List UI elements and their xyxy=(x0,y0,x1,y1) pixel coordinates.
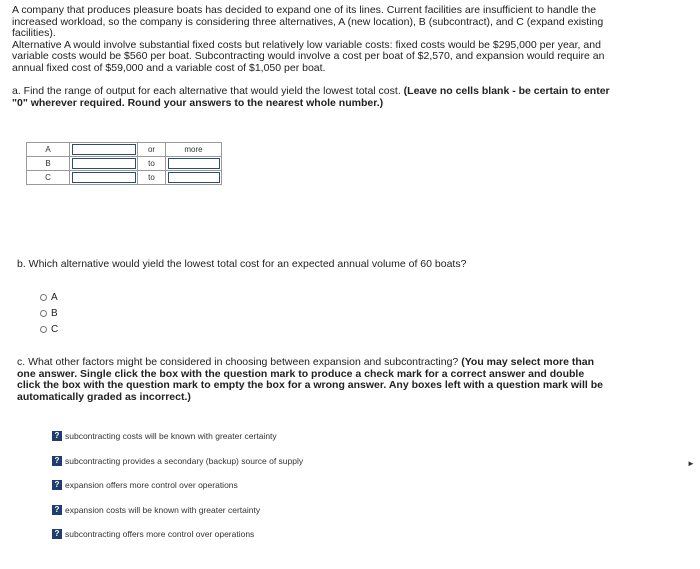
range-input-cell[interactable] xyxy=(70,143,138,157)
range-input-cell[interactable] xyxy=(70,157,138,171)
part-a-prefix: a. Find the range of output for each alternative that would yield the lowest total cost. xyxy=(12,85,401,97)
row-connector: or xyxy=(138,143,166,157)
option-c[interactable] xyxy=(40,322,58,336)
problem-statement xyxy=(12,5,620,75)
question-mark-box[interactable]: ? xyxy=(52,456,62,466)
option-b[interactable] xyxy=(40,306,58,320)
range-start-input[interactable] xyxy=(72,144,136,155)
question-mark-box[interactable]: ? xyxy=(52,529,62,539)
check-item-label: subcontracting offers more control over operations xyxy=(65,529,255,539)
part-c-question xyxy=(17,357,607,403)
part-b-options xyxy=(40,290,58,338)
question-mark-box[interactable]: ? xyxy=(52,431,62,441)
option-a[interactable] xyxy=(40,290,58,304)
range-input-cell[interactable] xyxy=(166,171,222,185)
table-row xyxy=(27,143,222,157)
intro-paragraph-2: Alternative A would involve substantial fixed costs but relatively low variable costs: fixed costs would be $295,000 per year, and variable costs would be $560 per boat. Subcontracting would involve a cost per boat of $2,570, and expansion would require an annual fixed cost of $59,000 and a variable cost of $1,050 per boat. xyxy=(12,38,605,74)
row-connector: to xyxy=(138,171,166,185)
range-input-cell[interactable] xyxy=(70,171,138,185)
check-item-label: expansion offers more control over operations xyxy=(65,480,238,490)
mouse-cursor-icon: ► xyxy=(687,459,695,468)
check-item-label: expansion costs will be known with greater certainty xyxy=(65,504,261,515)
check-item[interactable] xyxy=(52,430,303,442)
part-a-instruction: (Leave no cells blank - be certain to enter "0" wherever required. Round your answers to the nearest whole number.) xyxy=(12,85,610,109)
option-label: C xyxy=(51,323,59,335)
check-item[interactable] xyxy=(52,504,303,516)
row-connector: to xyxy=(138,157,166,171)
question-mark-box[interactable]: ? xyxy=(52,505,62,515)
part-a-question xyxy=(12,86,620,109)
table-row xyxy=(27,171,222,185)
part-c-instruction: (You may select more than one answer. Single click the box with the question mark to produce a check mark for a correct answer and double click the box with the question mark to empty the box for a wrong answer. Any boxes left with a question mark will be automatically graded as incorrect.) xyxy=(17,356,603,403)
option-label: B xyxy=(51,307,58,319)
intro-paragraph-1: A company that produces pleasure boats has decided to expand one of its lines. Current facilities are insufficient to handle the increased workload, so the company is considering three alternatives, A (new location), B (subcontract), and C (expand existing facilities). xyxy=(12,4,604,40)
row-label: A xyxy=(27,143,70,157)
row-suffix: more xyxy=(166,143,222,157)
check-item-label: subcontracting provides a secondary (backup) source of supply xyxy=(65,455,304,466)
radio-button[interactable] xyxy=(40,310,47,317)
check-item[interactable] xyxy=(52,455,303,467)
range-start-input[interactable] xyxy=(72,158,136,169)
table-row xyxy=(27,157,222,171)
check-item[interactable] xyxy=(52,528,303,540)
check-item-label: subcontracting costs will be known with greater certainty xyxy=(65,431,277,441)
range-end-input[interactable] xyxy=(168,158,220,169)
range-end-input[interactable] xyxy=(168,172,220,183)
question-mark-box[interactable]: ? xyxy=(52,480,62,490)
row-label: B xyxy=(27,157,70,171)
part-b-question: b. Which alternative would yield the lowest total cost for an expected annual volume of 60 boats? xyxy=(17,258,467,270)
range-table xyxy=(26,142,222,185)
part-c-checklist xyxy=(52,430,303,553)
option-label: A xyxy=(51,291,58,303)
range-input-cell[interactable] xyxy=(166,157,222,171)
part-c-prefix: c. What other factors might be considered in choosing between expansion and subcontracting? xyxy=(17,356,459,368)
radio-button[interactable] xyxy=(40,326,47,333)
range-start-input[interactable] xyxy=(72,172,136,183)
row-label: C xyxy=(27,171,70,185)
radio-button[interactable] xyxy=(40,294,47,301)
check-item[interactable] xyxy=(52,479,303,491)
